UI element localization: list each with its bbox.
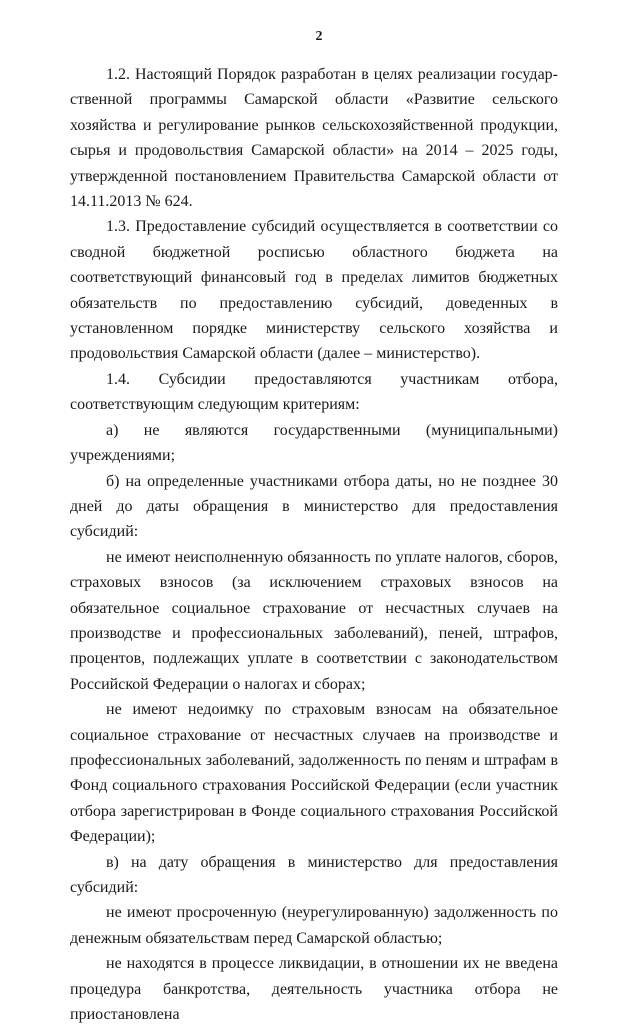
criterion-b-insurance: не имеют недоимку по страховым взносам на обязательное социальное страхование от несчастных случаев на производстве и профессиональных заболеваний, задолженность по пеням и штрафам в Фонд социального страхования Российской Федерации (если участник отбора зарегистрирован в Фонде социального страхования Российской Федерации); bbox=[70, 701, 558, 846]
criterion-b-taxes: не имеют неисполненную обязанность по уплате налогов, сборов, страховых взносов (за исключением страховых взносов на обязательное социальное страхование от несчастных случаев на производстве и профессиональных заболеваний), пеней, штрафов, процентов, подлежащих уплате в соответствии с законодательством Российской Федерации о налогах и сборах; bbox=[70, 548, 558, 693]
criterion-v-liquidation: не находятся в процессе ликвидации, в отношении их не введена процедура банкротства, деятельность участника отбора не приостановлена bbox=[70, 955, 558, 1024]
paragraph-1-4: 1.4. Субсидии предоставляются участникам отбора, соответствующим следующим критериям: bbox=[70, 370, 558, 414]
document-body bbox=[70, 62, 558, 1027]
page-number: 2 bbox=[315, 29, 323, 44]
paragraph-1-2: 1.2. Настоящий Порядок разработан в целях реализации государственной программы Самарской области «Развитие сельского хозяйства и регулирование рынков сельскохозяйственной продукции, сырья и продовольствия Самарской области» на 2014 – 2025 годы, утвержденной постановлением Правительства Самарской области от 14.11.2013 № 624. bbox=[70, 66, 558, 211]
criterion-v: в) на дату обращения в министерство для предоставления субсидий: bbox=[70, 853, 558, 896]
criterion-b: б) на определенные участниками отбора даты, но не позднее 30 дней до даты обращения в министерство для предоставления субсидий: bbox=[70, 472, 558, 541]
criterion-v-debt: не имеют просроченную (неурегулированную) задолженность по денежным обязательствам перед Самарской областью; bbox=[70, 904, 558, 947]
criterion-a: а) не являются государственными (муниципальными) учреждениями; bbox=[70, 421, 558, 465]
paragraph-1-3: 1.3. Предоставление субсидий осуществляется в соответствии со сводной бюджетной росписью областного бюджета на соответствующий финансовый год в пределах лимитов бюджетных обязательств по предоставлению субсидий, доведенных в установленном порядке министерству сельского хозяйства и продовольствия Самарской области (далее – министерство). bbox=[70, 218, 558, 363]
